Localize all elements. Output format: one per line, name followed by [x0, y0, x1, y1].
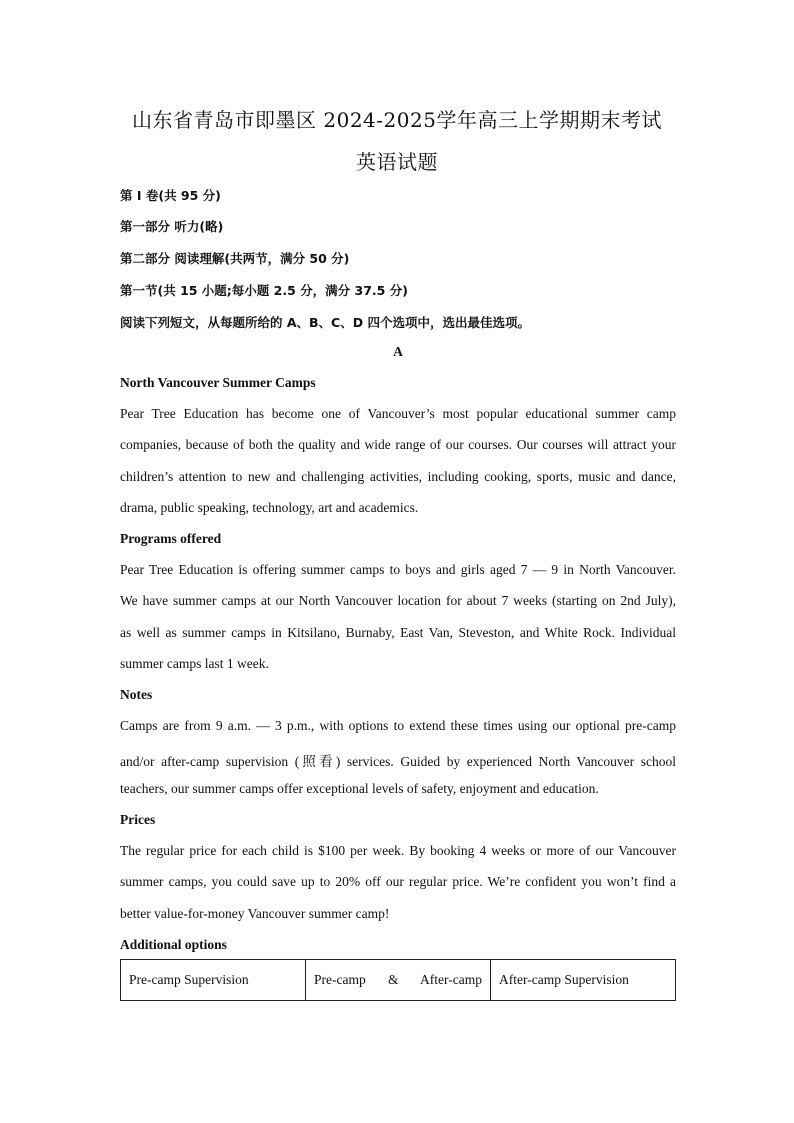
notes-line: Camps are from 9 a.m. — 3 p.m., with options to extend these times using our optional pre-camp	[120, 718, 676, 733]
intro-line: drama, public speaking, technology, art and academics.	[120, 500, 419, 515]
part-two-line: 第二部分 阅读理解(共两节，满分 50 分)	[120, 251, 350, 266]
options-table	[120, 959, 676, 1001]
passage-label: A	[393, 344, 403, 359]
prices-line: summer camps, you could save up to 20% off our regular price. We’re confident you won’t find a	[120, 874, 676, 889]
instruction-line: 阅读下列短文，从每题所给的 A、B、C、D 四个选项中，选出最佳选项。	[120, 315, 530, 330]
prices-line: The regular price for each child is $100 per week. By booking 4 weeks or more of our Vancouver	[120, 843, 676, 858]
notes-line: teachers, our summer camps offer exceptional levels of safety, enjoyment and education.	[120, 781, 599, 796]
programs-line: summer camps last 1 week.	[120, 656, 269, 671]
exam-title: 山东省青岛市即墨区 2024-2025学年高三上学期期末考试	[132, 108, 662, 132]
exam-subtitle: 英语试题	[356, 150, 438, 174]
table-cell: Pre-camp & After-camp	[306, 960, 491, 1001]
volume-line: 第 I 卷(共 95 分)	[120, 188, 221, 203]
intro-line: children’s attention to new and challenging activities, including cooking, sports, music and dance,	[120, 469, 676, 484]
intro-line: Pear Tree Education has become one of Vancouver’s most popular educational summer camp	[120, 406, 676, 421]
table-row	[121, 960, 676, 1001]
table-cell: After-camp Supervision	[491, 960, 676, 1001]
programs-line: We have summer camps at our North Vancouver location for about 7 weeks (starting on 2nd July),	[120, 593, 676, 608]
table-cell: Pre-camp Supervision	[121, 960, 306, 1001]
prices-heading: Prices	[120, 812, 156, 827]
intro-line: companies, because of both the quality and wide range of our courses. Our courses will attract your	[120, 437, 676, 452]
notes-heading: Notes	[120, 687, 153, 702]
notes-line: and/or after-camp supervision (照看) services. Guided by experienced North Vancouver school	[120, 754, 676, 769]
part-one-line: 第一部分 听力(略)	[120, 219, 224, 234]
section-one-line: 第一节(共 15 小题;每小题 2.5 分，满分 37.5 分)	[120, 283, 408, 298]
programs-line: as well as summer camps in Kitsilano, Burnaby, East Van, Steveston, and White Rock. Individual	[120, 625, 676, 640]
passage-heading: North Vancouver Summer Camps	[120, 375, 316, 390]
prices-line: better value-for-money Vancouver summer camp!	[120, 906, 390, 921]
programs-heading: Programs offered	[120, 531, 222, 546]
options-heading: Additional options	[120, 937, 227, 952]
programs-line: Pear Tree Education is offering summer camps to boys and girls aged 7 — 9 in North Vancouver.	[120, 562, 676, 577]
